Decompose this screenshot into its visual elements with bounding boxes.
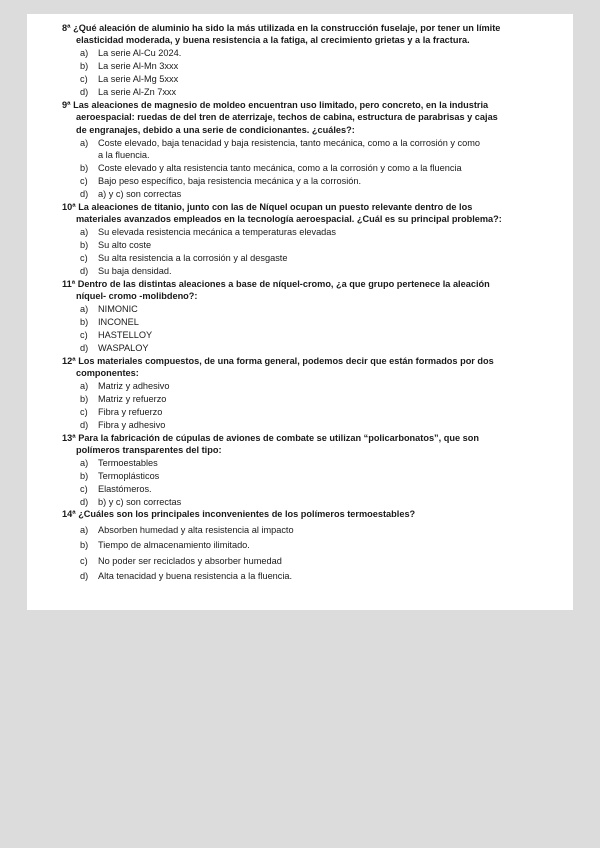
option-8a: a) La serie Al-Cu 2024. — [80, 48, 182, 59]
question-text: Los materiales compuestos, de una forma general, podemos decir que están formados por dos — [78, 355, 494, 366]
question-text-cont: aeroespacial: ruedas de del tren de aterrizaje, techos de cabina, estructura de parabrisas y cajas — [76, 112, 498, 123]
option-9d: d) a) y c) son correctas — [80, 188, 182, 199]
question-text: La aleaciones de titanio, junto con las de Níquel ocupan un puesto relevante dentro de los — [78, 201, 473, 212]
option-11a: a) NIMONIC — [80, 303, 138, 314]
option-10d: d) Su baja densidad. — [80, 265, 172, 276]
option-13c: c) Elastómeros. — [80, 483, 152, 494]
question-text: Dentro de las distintas aleaciones a base de níquel-cromo, ¿a que grupo pertenece la aleación — [77, 278, 490, 289]
question-8 — [62, 22, 554, 47]
question-10 — [62, 201, 554, 226]
question-9 — [62, 99, 554, 136]
question-11 — [62, 278, 554, 303]
question-text-cont: níquel- cromo -molibdeno?: — [76, 291, 198, 302]
option-12c: c) Fibra y refuerzo — [80, 406, 163, 417]
option-14c: c) No poder ser reciclados y absorber humedad — [80, 555, 282, 566]
question-number: 11ª — [62, 278, 76, 289]
document-page — [27, 14, 573, 610]
option-8d: d) La serie Al-Zn 7xxx — [80, 87, 177, 98]
option-11b: b) INCONEL — [80, 316, 139, 327]
option-13b: b) Termoplásticos — [80, 470, 160, 481]
option-10a: a) Su elevada resistencia mecánica a temperaturas elevadas — [80, 227, 336, 237]
option-9a: a) Coste elevado, baja tenacidad y baja resistencia, tanto mecánica, como a la corrosión y como a la fluencia. — [80, 137, 480, 161]
question-text-cont: elasticidad moderada, y buena resistencia a la fatiga, al crecimiento grietas y a la fractura. — [76, 35, 470, 46]
questions-list — [62, 22, 554, 583]
question-text-cont: de engranajes, debido a una serie de condicionantes. ¿cuáles?: — [76, 124, 355, 135]
option-8b: b) La serie Al-Mn 3xxx — [80, 61, 179, 72]
option-12d: d) Fibra y adhesivo — [80, 419, 166, 430]
option-8c: c) La serie Al-Mg 5xxx — [80, 74, 179, 85]
option-9c: c) Bajo peso específico, baja resistencia mecánica y a la corrosión. — [80, 175, 362, 186]
option-13a: a) Termoestables — [80, 457, 158, 468]
question-text-cont: componentes: — [76, 367, 139, 378]
question-text: Las aleaciones de magnesio de moldeo encuentran uso limitado, pero concreto, en la industria — [73, 99, 489, 110]
question-number: 10ª — [62, 201, 76, 212]
question-number: 12ª — [62, 355, 76, 366]
option-14d: d) Alta tenacidad y buena resistencia a la fluencia. — [80, 571, 293, 582]
question-number: 8ª — [62, 23, 71, 33]
option-14a: a) Absorben humedad y alta resistencia al impacto — [80, 524, 294, 535]
option-11d: d) WASPALOY — [80, 342, 149, 353]
question-text-cont: polímeros transparentes del tipo: — [76, 444, 222, 455]
option-11c: c) HASTELLOY — [80, 329, 153, 340]
question-12 — [62, 355, 554, 380]
option-12b: b) Matriz y refuerzo — [80, 393, 167, 404]
question-text: ¿Cuáles son los principales inconvenientes de los polímeros termoestables? — [78, 509, 416, 520]
question-number: 13ª — [62, 432, 76, 443]
option-10c: c) Su alta resistencia a la corrosión y al desgaste — [80, 252, 288, 263]
question-14 — [62, 508, 554, 520]
question-number: 14ª — [62, 509, 76, 520]
question-text-cont: materiales avanzados empleados en la tecnología aeroespacial. ¿Cuál es su principal problema?: — [76, 214, 502, 225]
option-13d: d) b) y c) son correctas — [80, 496, 182, 507]
question-text: ¿Qué aleación de aluminio ha sido la más utilizada en la construcción fuselaje, por tener un límite — [73, 23, 501, 33]
question-13 — [62, 432, 554, 457]
option-14b: b) Tiempo de almacenamiento ilimitado. — [80, 540, 250, 551]
question-text: Para la fabricación de cúpulas de aviones de combate se utilizan “policarbonatos”, que son — [78, 432, 479, 443]
option-12a: a) Matriz y adhesivo — [80, 380, 170, 391]
question-number: 9ª — [62, 99, 71, 110]
option-9b: b) Coste elevado y alta resistencia tanto mecánica, como a la corrosión y como a la fluencia — [80, 162, 462, 173]
option-10b: b) Su alto coste — [80, 239, 152, 250]
